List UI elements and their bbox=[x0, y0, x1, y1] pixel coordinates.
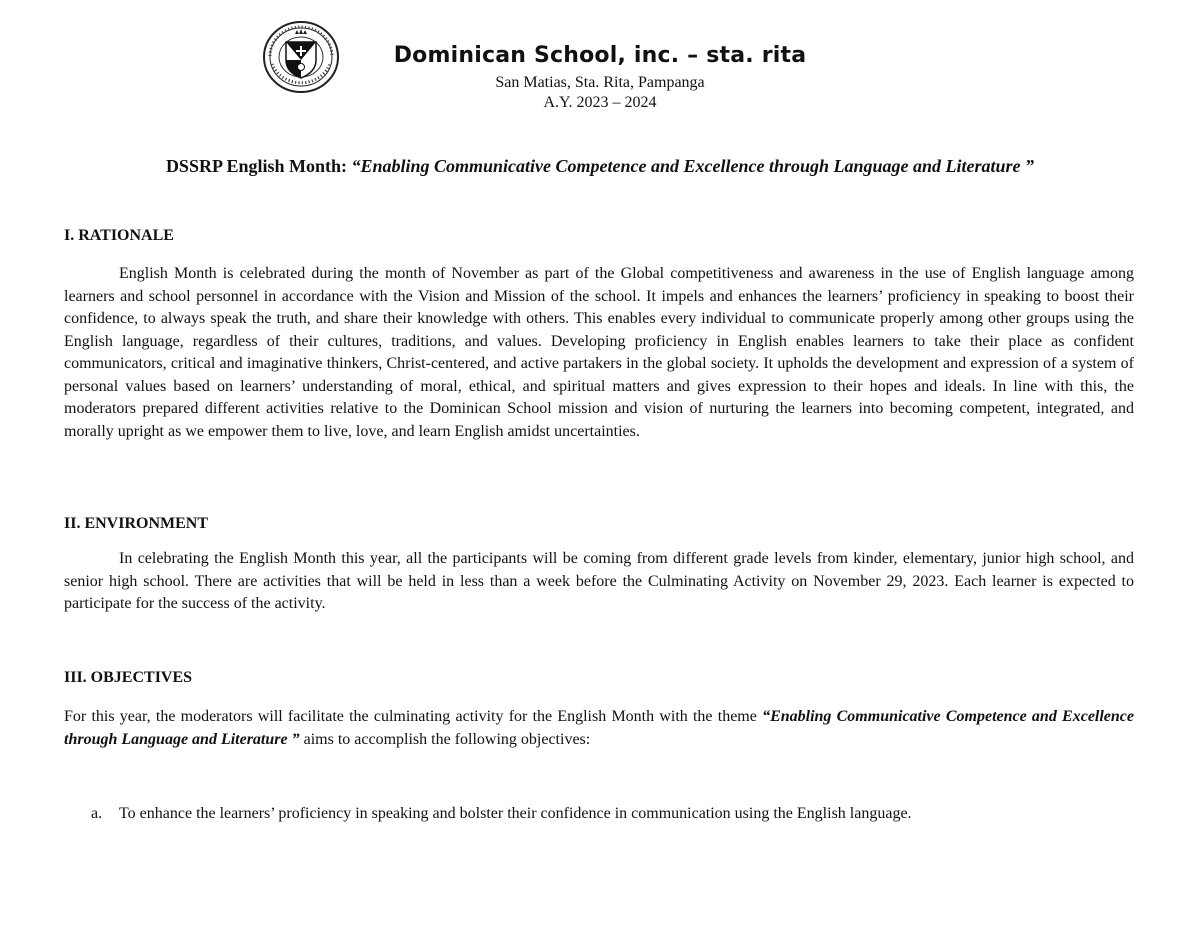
objective-marker: a. bbox=[91, 805, 103, 822]
objectives-intro-before: For this year, the moderators will facilitate the culminating activity for the English Month with the theme bbox=[64, 708, 763, 725]
objective-text: To enhance the learners’ proficiency in speaking and bolster their confidence in communication using the English language. bbox=[119, 805, 912, 822]
document-title bbox=[40, 155, 1160, 177]
academic-year: A.Y. 2023 – 2024 bbox=[543, 94, 657, 111]
section-heading-rationale: I. RATIONALE bbox=[64, 227, 174, 244]
title-theme: “Enabling Communicative Competence and Excellence through Language and Literature ” bbox=[351, 156, 1035, 176]
section-heading-environment: II. ENVIRONMENT bbox=[64, 515, 209, 532]
section-heading-objectives: III. OBJECTIVES bbox=[64, 669, 193, 686]
title-prefix: DSSRP English Month: bbox=[165, 156, 352, 176]
school-address: San Matias, Sta. Rita, Pampanga bbox=[495, 74, 705, 91]
environment-paragraph: In celebrating the English Month this year, all the participants will be coming from different grade levels from kinder, elementary, junior high school, and senior high school. There are activities that will be held in less than a week before the Culminating Activity on November 29, 2023. Each learner is expected to participate for the success of the activity. bbox=[64, 550, 1134, 612]
objectives-intro-after: aims to accomplish the following objectives: bbox=[299, 730, 591, 748]
objectives-intro-paragraph bbox=[64, 706, 1134, 751]
objectives-intro-theme: “Enabling Communicative Competence and Excellence through Language and Literature ” bbox=[64, 708, 1135, 748]
rationale-paragraph: English Month is celebrated during the month of November as part of the Global competitiveness and awareness in the use of English language among learners and school personnel in accordance with the Vision and Mission of the school. It impels and enhances the learners’ proficiency in speaking to boost their confidence, to always speak the truth, and share their knowledge with others. This enables every individual to communicate properly among other groups using the English language, regardless of their cultures, traditions, and values. Developing proficiency in English enables learners to take their place as confident communicators, critical and imaginative thinkers, Christ-centered, and active partakers in the global society. It upholds the development and expression of a system of personal values based on learners’ understanding of moral, ethical, and spiritual matters and gives expression to their hopes and ideals. In line with this, the moderators prepared different activities relative to the Dominican School mission and vision of nurturing the learners into becoming competent, integrated, and morally upright as we empower them to live, love, and learn English amidst uncertainties. bbox=[64, 265, 1134, 440]
school-name: Dominican School, inc. – sta. rita bbox=[393, 43, 807, 68]
